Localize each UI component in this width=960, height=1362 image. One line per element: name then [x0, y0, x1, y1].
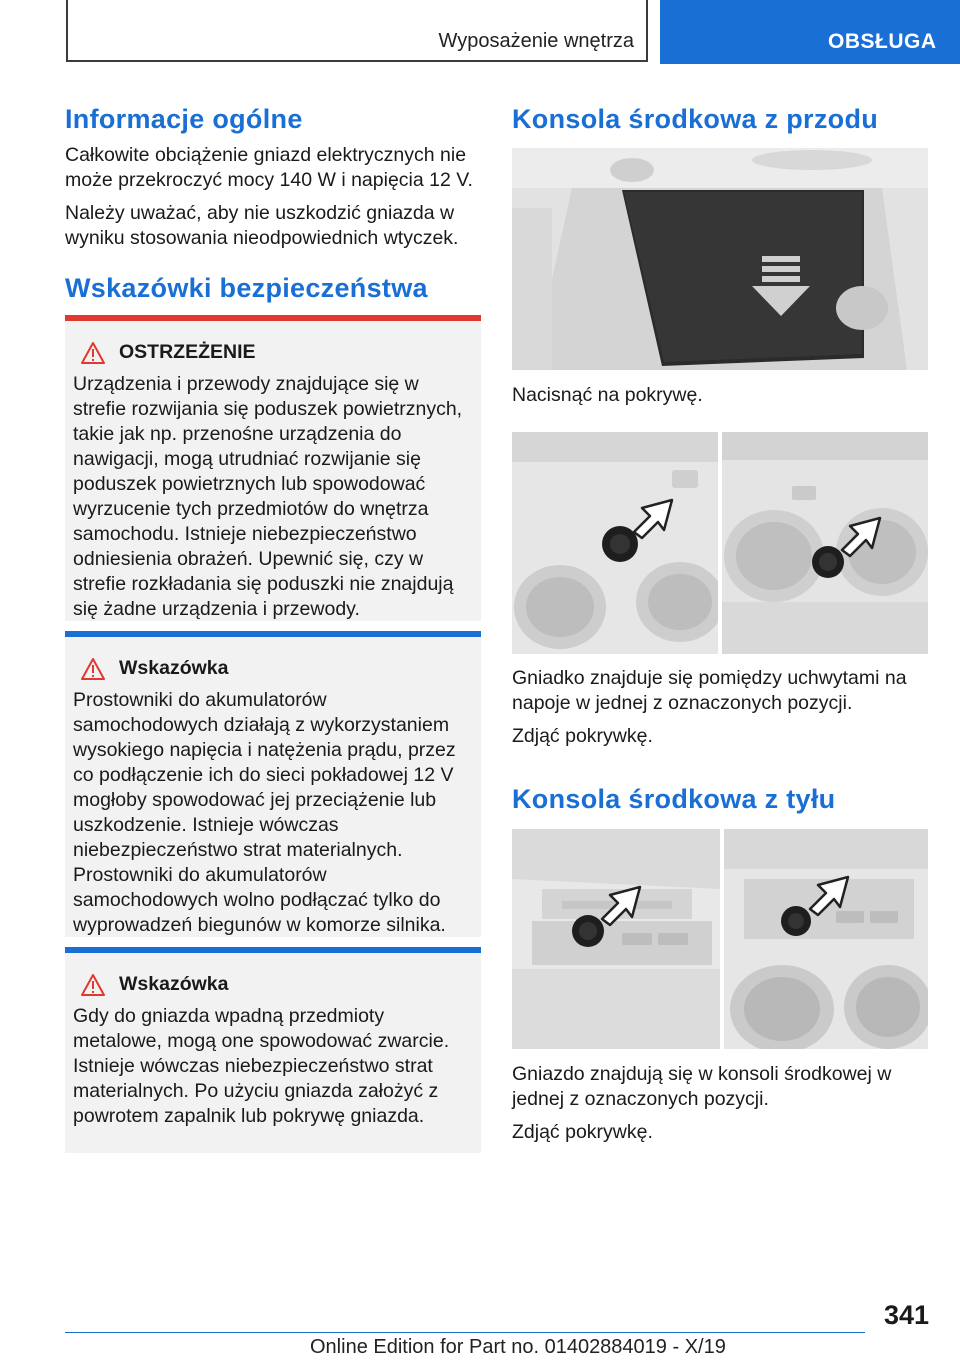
notice-box-1-title: [81, 657, 473, 680]
general-info-heading: Informacje ogólne: [65, 104, 303, 134]
general-info-para-2: Należy uważać, aby nie uszkodzić gniazda w wyniku stosowania nieodpowiednich wtyczek.: [65, 202, 459, 249]
notice-1-text: Prostowniki do akumulatorów samochodowych działają z wykorzystaniem wysokiego napięcia i natężenia prądu, przez co podłączenie ich do sieci pokładowej 12 V mogłoby spowodować jej przeciążenie lub uszkodzenie. Istnieje wówczas niebezpieczeństwo strat materialnych. Prostowniki do akumulatorów samochodowych wolno podłączać tylko do wyprowadzeń biegunów w komorze silnika.: [73, 689, 456, 936]
warning-title: OSTRZEŻENIE: [119, 341, 256, 363]
rear-console-heading: Konsola środkowa z tyłu: [512, 784, 836, 814]
front-socket-photo-right: [722, 432, 928, 654]
header-section-title: Wyposażenie wnętrza: [438, 30, 634, 52]
warning-triangle-icon: [81, 658, 105, 680]
front-console-cover-photo: [512, 148, 928, 370]
warning-triangle-icon: [81, 342, 105, 364]
front-console-heading: Konsola środkowa z przodu: [512, 104, 879, 134]
warning-triangle-icon: [81, 974, 105, 996]
notice-box-2: [65, 947, 481, 1153]
header-section: [66, 0, 648, 62]
rear-step-2: Zdjąć pokrywkę.: [512, 1121, 653, 1143]
warning-text: Urządzenia i przewody znajdujące się w strefie rozwijania się poduszek powietrznych, takie jak np. przenośne urządzenia do nawigacji, mogą utrudniać rozwijanie się poduszek powietrznych lub spowodować wyrzucenie tych przedmiotów do wnętrza samochodu. Istnieje niebezpieczeństwo odniesienia obrażeń. Upewnić się, czy w strefie rozkładania się poduszki nie znajdują się żadne urządzenia i przewody.: [73, 373, 463, 620]
header-chapter-label: OBSŁUGA: [828, 30, 937, 53]
front-socket-photo-left: [512, 432, 718, 654]
general-info-para-1: Całkowite obciążenie gniazd elektrycznych nie może przekroczyć mocy 140 W i napięcia 12 V.: [65, 144, 473, 191]
front-step-3: Zdjąć pokrywkę.: [512, 725, 653, 747]
header-chapter-tab[interactable]: [660, 0, 960, 64]
safety-heading: Wskazówki bezpieczeństwa: [65, 273, 428, 303]
notice-2-text: Gdy do gniazda wpadną przedmioty metalowe, mogą one spowodować zwarcie. Istnieje wówczas niebezpieczeństwo strat materialnych. Po użyciu gniazda założyć z powrotem zapalnik lub pokrywę gniazda.: [73, 1005, 450, 1127]
footer-edition: Online Edition for Part no. 01402884019 - X/19: [310, 1336, 726, 1358]
front-step-1: Nacisnąć na pokrywę.: [512, 384, 703, 406]
rear-socket-photo-left: [512, 829, 720, 1049]
notice-box-1: [65, 631, 481, 937]
front-step-2: Gniadko znajduje się pomiędzy uchwytami na napoje w jednej z oznaczonych pozycji.: [512, 667, 907, 714]
rear-socket-photo-right: [724, 829, 928, 1049]
rear-step-1: Gniazdo znajdują się w konsoli środkowej w jednej z oznaczonych pozycji.: [512, 1063, 892, 1110]
warning-box-title: [81, 341, 473, 364]
notice-box-2-title: [81, 973, 473, 996]
footer-divider: [65, 1332, 865, 1333]
notice-1-title: Wskazówka: [119, 657, 229, 679]
left-column: [65, 100, 481, 304]
warning-box: [65, 315, 481, 621]
notice-2-title: Wskazówka: [119, 973, 229, 995]
page-number: 341: [884, 1300, 930, 1330]
